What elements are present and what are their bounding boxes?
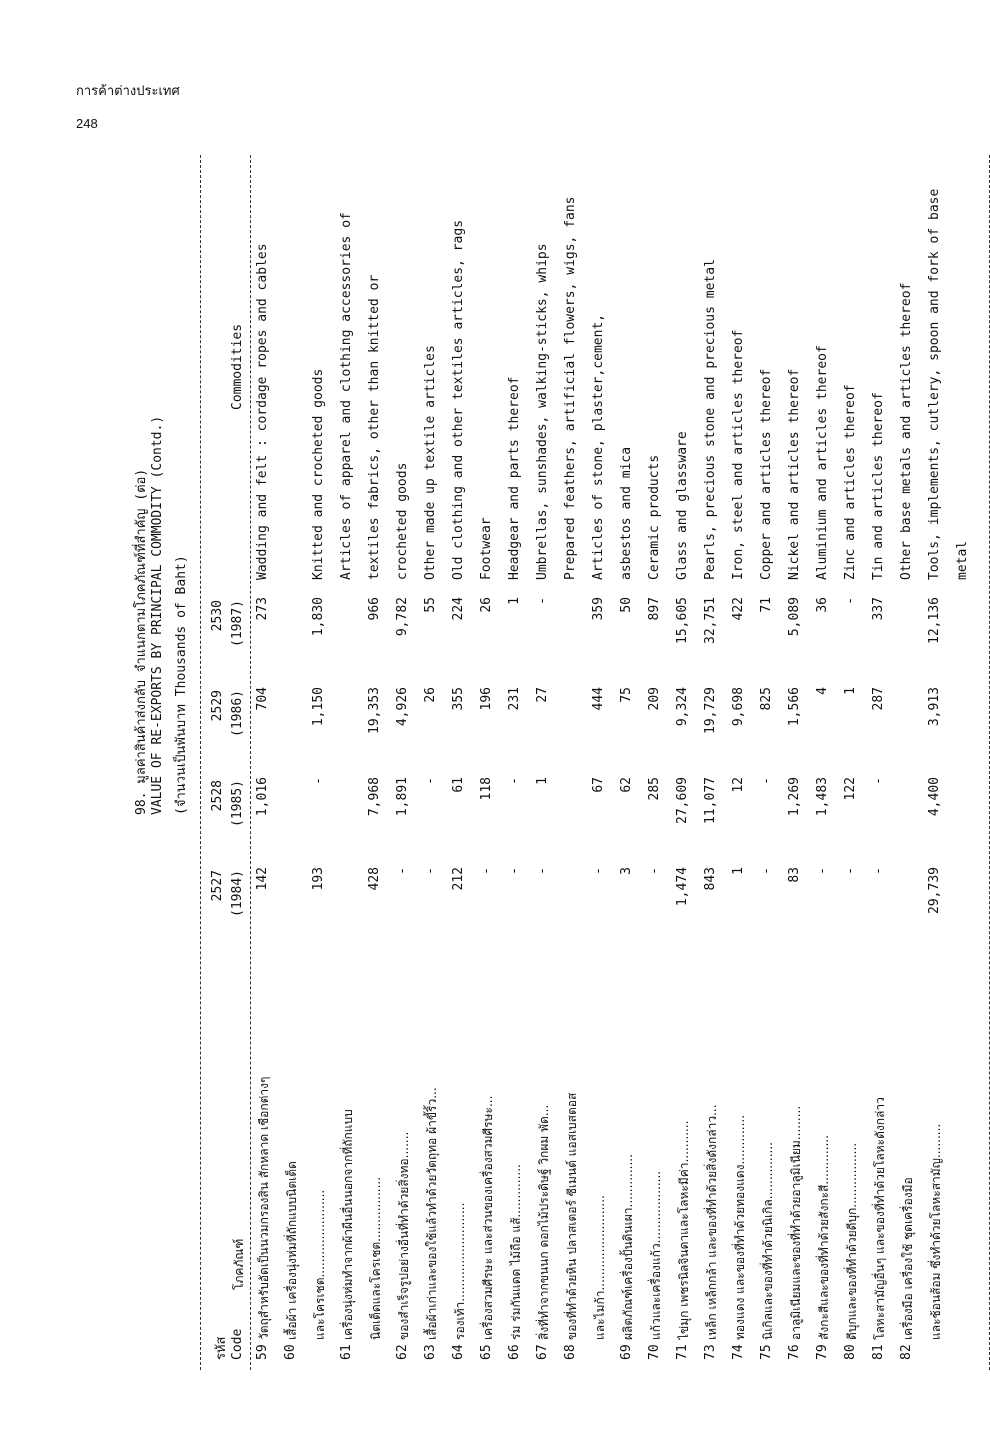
- table-row: [927, 155, 955, 1370]
- table-row: [367, 155, 395, 1370]
- row-value-1984: -: [647, 867, 662, 875]
- row-value-1986: 231: [507, 687, 522, 711]
- row-value-1986: 1,150: [311, 687, 326, 727]
- row-value-1984: -: [591, 867, 606, 875]
- row-value-1987: 55: [423, 597, 438, 613]
- table-row: [703, 155, 731, 1370]
- row-code: 82: [899, 1344, 914, 1360]
- row-value-1986: 4,926: [395, 687, 410, 727]
- row-code: 71: [675, 1344, 690, 1360]
- row-value-1986: 209: [647, 687, 662, 711]
- row-commodity-thai: รองเท้า..........................: [453, 1202, 467, 1340]
- row-commodity-english: Articles of apparel and clothing accessories of: [339, 212, 354, 580]
- table-row: [395, 155, 423, 1370]
- table-row: [759, 155, 787, 1370]
- header-rule: [250, 155, 251, 1370]
- col-year-4-ce: (1987): [230, 600, 245, 647]
- row-value-1985: 1,269: [787, 777, 802, 817]
- row-value-1986: 3,913: [927, 687, 942, 727]
- row-commodity-english: Tin and articles thereof: [871, 392, 886, 580]
- table-row: [339, 155, 367, 1370]
- col-code-en: Code: [230, 1328, 245, 1360]
- row-commodity-english: Other base metals and articles thereof: [899, 282, 914, 580]
- row-value-1987: 32,751: [703, 597, 718, 644]
- row-value-1986: 1,566: [787, 687, 802, 727]
- row-commodity-english: textiles fabrics, other than knitted or: [367, 274, 382, 580]
- col-year-2: 2528: [210, 780, 225, 812]
- row-commodity-english: Umbrellas, sunshades, walking-sticks, whips: [535, 243, 550, 580]
- row-commodity-thai: วัตถุสำหรับอัดเป็นนวมกรองสิน สักหลาด เชือกต่างๆ: [257, 1076, 271, 1340]
- row-commodity-english: Ceramic products: [647, 454, 662, 580]
- row-value-1987: 36: [815, 597, 830, 613]
- table-row: [619, 155, 647, 1370]
- row-value-1987: -: [843, 597, 858, 605]
- col-year-4: 2530: [210, 600, 225, 632]
- row-value-1987: 359: [591, 597, 606, 621]
- row-commodity-english: Iron, steel and articles thereof: [731, 329, 746, 580]
- table-row: [507, 155, 535, 1370]
- row-code: 70: [647, 1344, 662, 1360]
- row-commodity-thai: นิตเต็ดและโครเชต.................: [369, 1176, 383, 1340]
- row-commodity-english: Wadding and felt : cordage ropes and cables: [255, 243, 270, 580]
- row-commodity-thai: เครื่องนุ่งห่มทำจากผ้าผืนอื่นนอกจากที่ถักแบบ: [341, 1109, 355, 1340]
- row-value-1985: -: [311, 777, 326, 785]
- row-code: 60: [283, 1344, 298, 1360]
- row-code: 65: [479, 1344, 494, 1360]
- row-value-1985: 11,077: [703, 777, 718, 824]
- row-value-1984: -: [535, 867, 550, 875]
- row-code: 80: [843, 1344, 858, 1360]
- row-value-1986: 196: [479, 687, 494, 711]
- row-value-1987: 71: [759, 597, 774, 613]
- row-code: 63: [423, 1344, 438, 1360]
- col-year-2-ce: (1985): [230, 780, 245, 827]
- row-value-1984: -: [423, 867, 438, 875]
- row-commodity-thai: อาลูมิเนียมและของที่ทำด้วยอาลูมิเนียม.........: [789, 1105, 803, 1340]
- row-value-1986: 9,698: [731, 687, 746, 727]
- row-commodity-thai: และช้อนส้อม ซึ่งทำด้วยโลหะสามัญ.........: [929, 1123, 943, 1340]
- table-row: [731, 155, 759, 1370]
- row-value-1985: -: [423, 777, 438, 785]
- row-commodity-english: Articles of stone, plaster,cement,: [591, 313, 606, 580]
- row-value-1985: -: [759, 777, 774, 785]
- table-row: [451, 155, 479, 1370]
- row-commodity-thai: นิเกิลและของที่ทำด้วยนิเกิล...............: [761, 1142, 775, 1340]
- row-code: 76: [787, 1344, 802, 1360]
- title-units: (จำนวนเป็นพันบาท Thousands of Baht): [174, 555, 189, 815]
- table-body: [255, 155, 983, 1370]
- row-value-1985: 61: [451, 777, 466, 793]
- table-row: [843, 155, 871, 1370]
- row-value-1985: 285: [647, 777, 662, 801]
- col-commodity-th: โภคภัณฑ์: [232, 1238, 246, 1290]
- row-value-1984: -: [479, 867, 494, 875]
- row-value-1984: 83: [787, 867, 802, 883]
- row-commodity-english: Nickel and articles thereof: [787, 368, 802, 580]
- row-value-1986: 444: [591, 687, 606, 711]
- row-value-1985: -: [871, 777, 886, 785]
- row-value-1987: 9,782: [395, 597, 410, 637]
- row-code: 59: [255, 1344, 270, 1360]
- row-commodity-english: asbestos and mica: [619, 446, 634, 580]
- row-value-1984: -: [871, 867, 886, 875]
- row-commodity-thai: ของสำเร็จรูปอย่างอื่นที่ทำด้วยสิ่งทอ.......: [397, 1131, 411, 1340]
- table-row: [871, 155, 899, 1370]
- row-commodity-thai: ทองแดง และของที่ทำด้วยทองแดง.............: [733, 1114, 747, 1340]
- row-commodity-english: Pearls, precious stone and precious metal: [703, 259, 718, 580]
- row-value-1984: -: [759, 867, 774, 875]
- row-value-1985: 4,400: [927, 777, 942, 817]
- row-value-1985: 27,609: [675, 777, 690, 824]
- row-value-1985: 12: [731, 777, 746, 793]
- row-value-1985: 7,968: [367, 777, 382, 817]
- row-value-1987: 897: [647, 597, 662, 621]
- row-code: 64: [451, 1344, 466, 1360]
- row-code: 66: [507, 1344, 522, 1360]
- row-value-1985: 1,016: [255, 777, 270, 817]
- row-value-1985: 1: [535, 777, 550, 785]
- col-year-1: 2527: [210, 870, 225, 902]
- row-commodity-thai: ผลิตภัณฑ์เครื่องปั้นดินเผา..............: [621, 1154, 635, 1340]
- row-value-1987: 1,830: [311, 597, 326, 637]
- table-row: [255, 155, 283, 1370]
- title-thai: 98. มูลค่าสินค้าส่งกลับ จำแนกตามโภคภัณฑ์ที่สำคัญ (ต่อ): [134, 468, 149, 815]
- row-value-1984: 1: [731, 867, 746, 875]
- row-code: 69: [619, 1344, 634, 1360]
- row-value-1985: 62: [619, 777, 634, 793]
- table-row: [423, 155, 451, 1370]
- row-value-1985: 1,891: [395, 777, 410, 817]
- row-value-1985: -: [507, 777, 522, 785]
- row-commodity-thai: ร่ม ร่มกันแดด ไม้ถือ แส้..............: [509, 1164, 523, 1340]
- row-code: 79: [815, 1344, 830, 1360]
- row-commodity-english: Aluminium and articles thereof: [815, 345, 830, 580]
- row-value-1985: 67: [591, 777, 606, 793]
- row-commodity-thai: ของที่ทำด้วยหิน ปลาสเตอร์ ซีเมนต์ แอสเบสตอส: [565, 1092, 579, 1340]
- table-row: [563, 155, 591, 1370]
- row-value-1986: 4: [815, 687, 830, 695]
- row-value-1984: -: [815, 867, 830, 875]
- row-value-1984: -: [507, 867, 522, 875]
- row-commodity-thai: เครื่องสวมศีรษะ และส่วนของเครื่องสวมศีรษะ...: [481, 1095, 495, 1340]
- row-commodity-thai: และไมก้า.........................: [593, 1195, 607, 1340]
- title-english: VALUE OF RE-EXPORTS BY PRINCIPAL COMMODITY (Contd.): [150, 415, 165, 815]
- row-value-1987: 12,136: [927, 597, 942, 644]
- col-code-th: รหัส: [214, 1336, 229, 1360]
- row-commodity-thai: สิ่งที่ทำจากขนนก ดอกไม้ประดิษฐ์ วิกผม พัด...: [537, 1104, 551, 1340]
- row-commodity-thai: สังกะสีและของที่ทำด้วยสังกะสี.............: [817, 1135, 831, 1340]
- col-year-3-ce: (1986): [230, 690, 245, 737]
- row-value-1984: 428: [367, 867, 382, 891]
- row-value-1984: 3: [619, 867, 634, 875]
- table-row: [591, 155, 619, 1370]
- table-row: [787, 155, 815, 1370]
- row-commodity-thai: ไข่มุก เพชรนิลจินดาและโลหะมีค่า...........: [677, 1120, 691, 1340]
- page-header: การค้าต่างประเทศ: [76, 83, 180, 98]
- row-code: 73: [703, 1344, 718, 1360]
- table-row: [955, 155, 983, 1370]
- row-value-1986: 355: [451, 687, 466, 711]
- row-value-1987: 15,605: [675, 597, 690, 644]
- table-row: [899, 155, 927, 1370]
- col-commodities-en: Commodities: [230, 323, 245, 410]
- col-year-1-ce: (1984): [230, 870, 245, 917]
- row-commodity-english: Glass and glassware: [675, 431, 690, 580]
- row-value-1987: -: [535, 597, 550, 605]
- row-value-1986: 287: [871, 687, 886, 711]
- row-commodity-english: Knitted and crocheted goods: [311, 368, 326, 580]
- table-row: [675, 155, 703, 1370]
- row-commodity-thai: เสื้อผ้า เครื่องนุ่งห่มที่ถักแบบนิตเต็ด: [285, 1161, 299, 1340]
- row-commodity-english: Copper and articles thereof: [759, 368, 774, 580]
- table-row: [647, 155, 675, 1370]
- row-commodity-thai: และโครเชต.......................: [313, 1189, 327, 1340]
- row-value-1984: 843: [703, 867, 718, 891]
- row-commodity-thai: โลหะสามัญอื่นๆ และของที่ทำด้วยโลหะดังกล่าว: [873, 1097, 887, 1340]
- top-rule: [200, 155, 201, 1370]
- row-commodity-english: Zinc and articles thereof: [843, 384, 858, 580]
- row-value-1984: 1,474: [675, 867, 690, 907]
- row-value-1987: 50: [619, 597, 634, 613]
- row-code: 68: [563, 1344, 578, 1360]
- row-commodity-english: Other made up textile articles: [423, 345, 438, 580]
- row-value-1984: 193: [311, 867, 326, 891]
- row-commodity-english: Prepared feathers, artificial flowers, wigs, fans: [563, 196, 578, 580]
- row-value-1987: 337: [871, 597, 886, 621]
- row-value-1985: 122: [843, 777, 858, 801]
- row-value-1987: 422: [731, 597, 746, 621]
- row-value-1984: 142: [255, 867, 270, 891]
- row-commodity-english: crocheted goods: [395, 462, 410, 580]
- row-commodity-thai: ดีบุกและของที่ทำด้วยดีบุก.................: [845, 1142, 859, 1340]
- row-commodity-thai: เสื้อผ้าเก่าและของใช้แล้วทำด้วยวัตถุทอ ผ้าขี้ริ้ว...: [425, 1087, 439, 1340]
- table-row: [535, 155, 563, 1370]
- row-commodity-english: Old clothing and other textiles articles, rags: [451, 219, 466, 580]
- rotated-table: [134, 155, 970, 1370]
- row-value-1987: 5,089: [787, 597, 802, 637]
- row-value-1986: 19,353: [367, 687, 382, 734]
- row-value-1987: 1: [507, 597, 522, 605]
- row-code: 62: [395, 1344, 410, 1360]
- row-commodity-english: Tools, implements, cutlery, spoon and fork of base: [927, 188, 942, 580]
- row-code: 61: [339, 1344, 354, 1360]
- table-row: [311, 155, 339, 1370]
- row-value-1985: 118: [479, 777, 494, 801]
- row-value-1987: 224: [451, 597, 466, 621]
- row-code: 67: [535, 1344, 550, 1360]
- row-commodity-thai: แก้วและเครื่องแก้ว...................: [649, 1170, 663, 1340]
- row-value-1986: 704: [255, 687, 270, 711]
- row-value-1984: -: [843, 867, 858, 875]
- row-value-1986: 825: [759, 687, 774, 711]
- row-code: 75: [759, 1344, 774, 1360]
- row-commodity-thai: เครื่องมือ เครื่องใช้ ชุดเครื่องมือ: [901, 1177, 915, 1340]
- table-row: [815, 155, 843, 1370]
- row-value-1986: 27: [535, 687, 550, 703]
- row-value-1987: 26: [479, 597, 494, 613]
- row-value-1986: 26: [423, 687, 438, 703]
- row-commodity-thai: เหล็ก เหล็กกล้า และของที่ทำด้วยสิ่งดังกล่าว...: [705, 1104, 719, 1340]
- row-value-1985: 1,483: [815, 777, 830, 817]
- row-value-1986: 19,729: [703, 687, 718, 734]
- col-year-3: 2529: [210, 690, 225, 722]
- row-value-1984: 212: [451, 867, 466, 891]
- row-code: 81: [871, 1344, 886, 1360]
- page-number: 248: [76, 116, 98, 131]
- table-row: [479, 155, 507, 1370]
- row-value-1984: 29,739: [927, 867, 942, 914]
- row-value-1986: 9,324: [675, 687, 690, 727]
- row-value-1987: 966: [367, 597, 382, 621]
- row-commodity-english: Footwear: [479, 517, 494, 580]
- row-value-1984: -: [395, 867, 410, 875]
- row-code: 74: [731, 1344, 746, 1360]
- row-commodity-english: metal: [955, 540, 970, 580]
- row-value-1986: 1: [843, 687, 858, 695]
- row-commodity-english: Headgear and parts thereof: [507, 376, 522, 580]
- row-value-1986: 75: [619, 687, 634, 703]
- table-row: [283, 155, 311, 1370]
- row-value-1987: 273: [255, 597, 270, 621]
